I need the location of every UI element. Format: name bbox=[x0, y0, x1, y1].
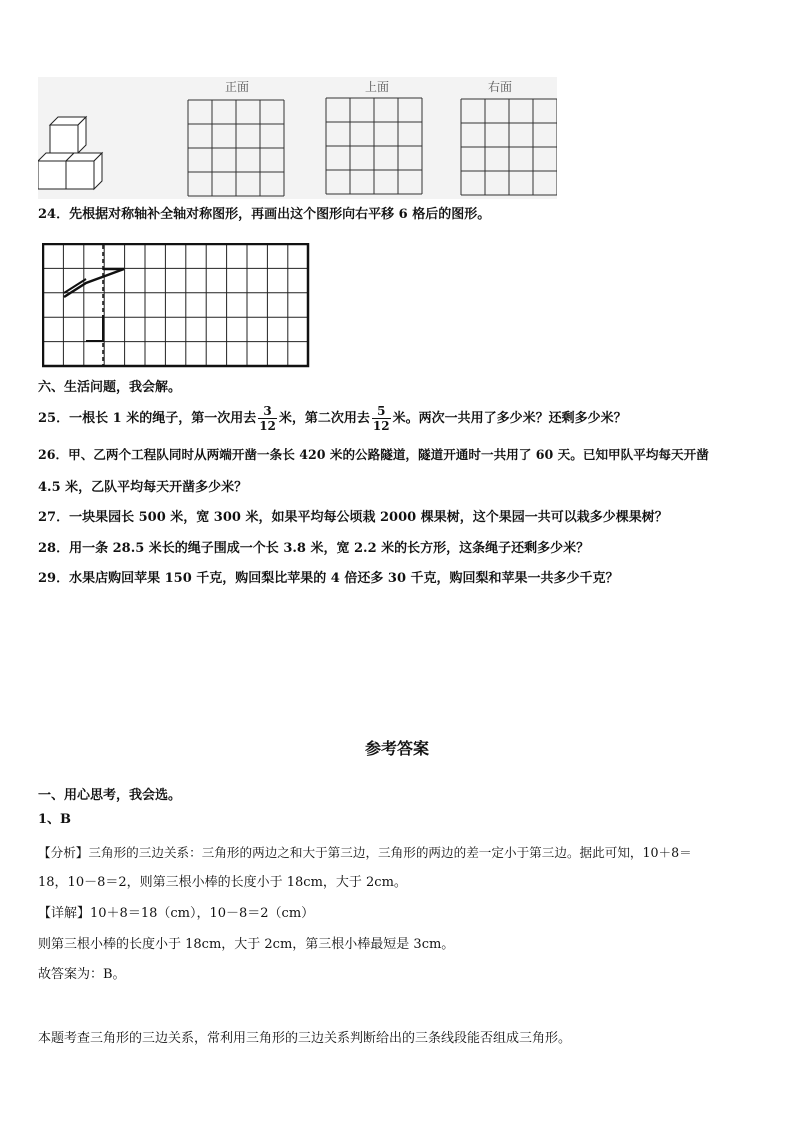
cube-stack-drawing bbox=[38, 77, 557, 199]
q25-part3: 米。两次一共用了多少米？还剩多少米？ bbox=[392, 411, 627, 426]
comment-line: 本题考查三角形的三边关系，常利用三角形的三边关系判断给出的三条线段能否组成三角形。 bbox=[38, 1031, 572, 1046]
front-view-label: 正面 bbox=[225, 80, 250, 94]
question-26-line2: 4.5 米，乙队平均每天开凿多少米？ bbox=[38, 480, 248, 495]
section-6-heading: 六、生活问题，我会解。 bbox=[38, 380, 182, 395]
question-29: 29．水果店购回苹果 150 千克，购回梨比苹果的 4 倍还多 30 千克，购回梨和苹果一共多少千克？ bbox=[38, 571, 619, 586]
question-28: 28．用一条 28.5 米长的绳子围成一个长 3.8 米，宽 2.2 米的长方形，这条绳子还剩多少米？ bbox=[38, 541, 590, 556]
detail-line: 【详解】10＋8＝18（cm），10－8＝2（cm） bbox=[38, 906, 315, 921]
cube-stack-icon bbox=[38, 117, 102, 189]
q25-part1: 25．一根长 1 米的绳子，第一次用去 bbox=[38, 411, 257, 426]
front-view-grid bbox=[188, 100, 284, 196]
question-27: 27．一块果园长 500 米，宽 300 米，如果平均每公顷栽 2000 棵果树，这个果园一共可以栽多少棵果树？ bbox=[38, 510, 668, 525]
fraction-denominator: 12 bbox=[372, 419, 390, 433]
fraction-numerator: 3 bbox=[258, 404, 277, 419]
detail-line-2: 则第三根小棒的长度小于 18cm，大于 2cm，第三根小棒最短是 3cm。 bbox=[38, 937, 455, 952]
fraction-3-12 bbox=[258, 404, 277, 433]
fraction-5-12 bbox=[372, 404, 391, 433]
answers-title: 参考答案 bbox=[364, 739, 429, 758]
question-25 bbox=[38, 400, 627, 438]
analysis-line-2: 18，10－8＝2，则第三根小棒的长度小于 18cm，大于 2cm。 bbox=[38, 875, 407, 890]
symmetry-grid bbox=[42, 243, 310, 368]
top-view-grid bbox=[326, 98, 422, 194]
fraction-numerator: 5 bbox=[372, 404, 391, 419]
question-26-line1: 26．甲、乙两个工程队同时从两端开凿一条长 420 米的公路隧道，隧道开通时一共用了 60 天。已知甲队平均每天开凿 bbox=[38, 447, 709, 462]
fraction-denominator: 12 bbox=[259, 419, 276, 433]
answers-section-1: 一、用心思考，我会选。 bbox=[38, 788, 182, 803]
three-view-figure bbox=[38, 77, 557, 199]
right-view-label: 右面 bbox=[488, 80, 513, 94]
right-view-grid bbox=[461, 99, 557, 195]
question-24: 24．先根据对称轴补全轴对称图形，再画出这个图形向右平移 6 格后的图形。 bbox=[38, 207, 491, 222]
answer-1: 1、B bbox=[38, 812, 72, 827]
top-view-label: 上面 bbox=[365, 80, 390, 94]
analysis-line-1: 【分析】三角形的三边关系：三角形的两边之和大于第三边，三角形的两边的差一定小于第三边。据此可知，10＋8＝ bbox=[38, 845, 692, 860]
conclusion-line: 故答案为：B。 bbox=[38, 967, 126, 982]
q25-part2: 米，第二次用去 bbox=[278, 411, 370, 426]
